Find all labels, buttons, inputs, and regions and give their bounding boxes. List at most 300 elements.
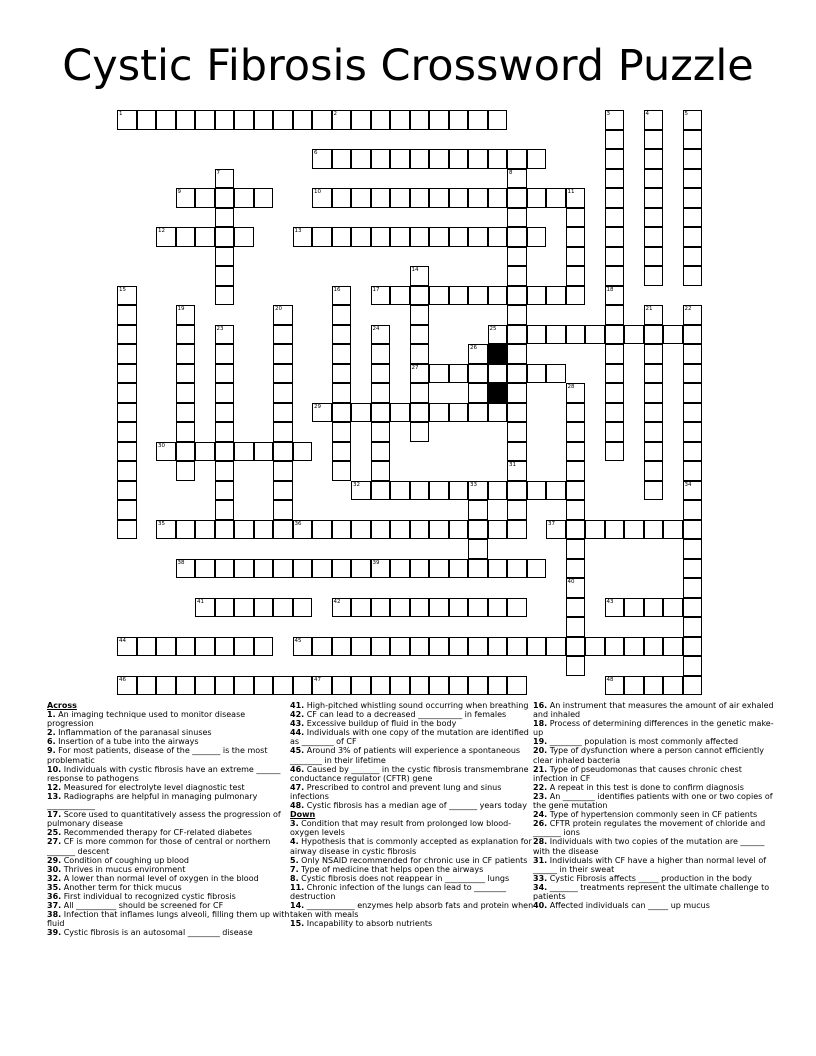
grid-cell[interactable] <box>605 344 625 364</box>
grid-cell[interactable] <box>371 344 391 364</box>
grid-cell[interactable] <box>117 422 137 442</box>
grid-cell[interactable] <box>176 676 196 696</box>
grid-cell[interactable] <box>351 559 371 579</box>
grid-cell[interactable] <box>566 422 586 442</box>
grid-cell[interactable] <box>371 442 391 462</box>
grid-cell[interactable] <box>488 364 508 384</box>
grid-cell[interactable] <box>546 364 566 384</box>
grid-cell[interactable] <box>156 442 176 462</box>
grid-cell[interactable] <box>683 637 703 657</box>
grid-cell[interactable] <box>683 325 703 345</box>
grid-cell[interactable] <box>644 481 664 501</box>
grid-cell[interactable] <box>273 422 293 442</box>
grid-cell[interactable] <box>449 637 469 657</box>
grid-cell[interactable] <box>332 422 352 442</box>
grid-cell[interactable] <box>117 481 137 501</box>
grid-cell[interactable] <box>566 247 586 267</box>
grid-cell[interactable] <box>507 344 527 364</box>
grid-cell[interactable] <box>644 461 664 481</box>
grid-cell[interactable] <box>527 325 547 345</box>
grid-cell[interactable] <box>117 500 137 520</box>
grid-cell[interactable] <box>195 598 215 618</box>
grid-cell[interactable] <box>429 598 449 618</box>
grid-cell[interactable] <box>644 188 664 208</box>
grid-cell[interactable] <box>273 520 293 540</box>
grid-cell[interactable] <box>195 442 215 462</box>
grid-cell[interactable] <box>215 110 235 130</box>
grid-cell[interactable] <box>215 208 235 228</box>
grid-cell[interactable] <box>507 598 527 618</box>
grid-cell[interactable] <box>254 559 274 579</box>
grid-cell[interactable] <box>312 676 332 696</box>
grid-cell[interactable] <box>566 325 586 345</box>
grid-cell[interactable] <box>351 110 371 130</box>
grid-cell[interactable] <box>195 110 215 130</box>
grid-cell[interactable] <box>215 403 235 423</box>
grid-cell[interactable] <box>585 325 605 345</box>
grid-cell[interactable] <box>449 559 469 579</box>
grid-cell[interactable] <box>683 461 703 481</box>
grid-cell[interactable] <box>312 227 332 247</box>
grid-cell[interactable] <box>468 383 488 403</box>
grid-cell[interactable] <box>195 188 215 208</box>
grid-cell[interactable] <box>546 325 566 345</box>
grid-cell[interactable] <box>566 227 586 247</box>
grid-cell[interactable] <box>293 110 313 130</box>
grid-cell[interactable] <box>176 442 196 462</box>
grid-cell[interactable] <box>663 325 683 345</box>
grid-cell[interactable] <box>156 520 176 540</box>
grid-cell[interactable] <box>137 637 157 657</box>
grid-cell[interactable] <box>683 227 703 247</box>
grid-cell[interactable] <box>488 286 508 306</box>
grid-cell[interactable] <box>468 559 488 579</box>
grid-cell[interactable] <box>644 344 664 364</box>
grid-cell[interactable] <box>566 188 586 208</box>
grid-cell[interactable] <box>215 286 235 306</box>
grid-cell[interactable] <box>351 149 371 169</box>
grid-cell[interactable] <box>507 637 527 657</box>
grid-cell[interactable] <box>566 559 586 579</box>
grid-cell[interactable] <box>507 500 527 520</box>
grid-cell[interactable] <box>546 637 566 657</box>
grid-cell[interactable] <box>332 188 352 208</box>
grid-cell[interactable] <box>429 676 449 696</box>
grid-cell[interactable] <box>488 520 508 540</box>
grid-cell[interactable] <box>429 110 449 130</box>
grid-cell[interactable] <box>488 598 508 618</box>
grid-cell[interactable] <box>273 500 293 520</box>
grid-cell[interactable] <box>234 442 254 462</box>
grid-cell[interactable] <box>293 676 313 696</box>
grid-cell[interactable] <box>624 598 644 618</box>
grid-cell[interactable] <box>293 227 313 247</box>
grid-cell[interactable] <box>429 286 449 306</box>
grid-cell[interactable] <box>332 286 352 306</box>
grid-cell[interactable] <box>312 188 332 208</box>
grid-cell[interactable] <box>488 188 508 208</box>
grid-cell[interactable] <box>429 227 449 247</box>
grid-cell[interactable] <box>273 598 293 618</box>
grid-cell[interactable] <box>507 247 527 267</box>
grid-cell[interactable] <box>390 520 410 540</box>
grid-cell[interactable] <box>390 481 410 501</box>
grid-cell[interactable] <box>312 559 332 579</box>
grid-cell[interactable] <box>429 188 449 208</box>
grid-cell[interactable] <box>410 227 430 247</box>
grid-cell[interactable] <box>410 520 430 540</box>
grid-cell[interactable] <box>176 188 196 208</box>
grid-cell[interactable] <box>683 520 703 540</box>
grid-cell[interactable] <box>605 266 625 286</box>
grid-cell[interactable] <box>566 637 586 657</box>
grid-cell[interactable] <box>410 325 430 345</box>
grid-cell[interactable] <box>293 442 313 462</box>
grid-cell[interactable] <box>332 227 352 247</box>
grid-cell[interactable] <box>566 656 586 676</box>
grid-cell[interactable] <box>468 286 488 306</box>
grid-cell[interactable] <box>117 110 137 130</box>
grid-cell[interactable] <box>351 520 371 540</box>
grid-cell[interactable] <box>468 364 488 384</box>
grid-cell[interactable] <box>312 403 332 423</box>
grid-cell[interactable] <box>293 520 313 540</box>
grid-cell[interactable] <box>644 422 664 442</box>
grid-cell[interactable] <box>507 422 527 442</box>
grid-cell[interactable] <box>546 520 566 540</box>
grid-cell[interactable] <box>410 286 430 306</box>
grid-cell[interactable] <box>215 188 235 208</box>
grid-cell[interactable] <box>527 149 547 169</box>
grid-cell[interactable] <box>605 403 625 423</box>
grid-cell[interactable] <box>644 208 664 228</box>
grid-cell[interactable] <box>371 383 391 403</box>
grid-cell[interactable] <box>215 344 235 364</box>
grid-cell[interactable] <box>507 461 527 481</box>
grid-cell[interactable] <box>644 598 664 618</box>
grid-cell[interactable] <box>117 286 137 306</box>
grid-cell[interactable] <box>273 403 293 423</box>
grid-cell[interactable] <box>371 598 391 618</box>
grid-cell[interactable] <box>351 227 371 247</box>
grid-cell[interactable] <box>410 598 430 618</box>
grid-cell[interactable] <box>663 676 683 696</box>
grid-cell[interactable] <box>390 286 410 306</box>
grid-cell[interactable] <box>605 188 625 208</box>
grid-cell[interactable] <box>507 305 527 325</box>
grid-cell[interactable] <box>332 520 352 540</box>
grid-cell[interactable] <box>663 637 683 657</box>
grid-cell[interactable] <box>195 559 215 579</box>
grid-cell[interactable] <box>605 208 625 228</box>
grid-cell[interactable] <box>332 676 352 696</box>
grid-cell[interactable] <box>176 637 196 657</box>
grid-cell[interactable] <box>215 637 235 657</box>
grid-cell[interactable] <box>137 676 157 696</box>
grid-cell[interactable] <box>683 422 703 442</box>
grid-cell[interactable] <box>410 266 430 286</box>
grid-cell[interactable] <box>683 481 703 501</box>
grid-cell[interactable] <box>332 110 352 130</box>
grid-cell[interactable] <box>371 110 391 130</box>
grid-cell[interactable] <box>605 305 625 325</box>
grid-cell[interactable] <box>449 598 469 618</box>
grid-cell[interactable] <box>429 149 449 169</box>
grid-cell[interactable] <box>332 461 352 481</box>
grid-cell[interactable] <box>683 247 703 267</box>
grid-cell[interactable] <box>566 481 586 501</box>
grid-cell[interactable] <box>449 403 469 423</box>
grid-cell[interactable] <box>605 325 625 345</box>
grid-cell[interactable] <box>605 149 625 169</box>
grid-cell[interactable] <box>273 344 293 364</box>
grid-cell[interactable] <box>468 149 488 169</box>
grid-cell[interactable] <box>429 481 449 501</box>
grid-cell[interactable] <box>371 149 391 169</box>
grid-cell[interactable] <box>254 110 274 130</box>
grid-cell[interactable] <box>605 442 625 462</box>
grid-cell[interactable] <box>273 305 293 325</box>
grid-cell[interactable] <box>527 637 547 657</box>
grid-cell[interactable] <box>468 520 488 540</box>
grid-cell[interactable] <box>117 383 137 403</box>
grid-cell[interactable] <box>215 227 235 247</box>
grid-cell[interactable] <box>488 227 508 247</box>
grid-cell[interactable] <box>410 559 430 579</box>
grid-cell[interactable] <box>468 481 488 501</box>
grid-cell[interactable] <box>176 325 196 345</box>
grid-cell[interactable] <box>332 305 352 325</box>
grid-cell[interactable] <box>683 364 703 384</box>
grid-cell[interactable] <box>468 188 488 208</box>
grid-cell[interactable] <box>683 110 703 130</box>
grid-cell[interactable] <box>683 169 703 189</box>
grid-cell[interactable] <box>507 559 527 579</box>
grid-cell[interactable] <box>566 598 586 618</box>
grid-cell[interactable] <box>390 403 410 423</box>
grid-cell[interactable] <box>507 286 527 306</box>
grid-cell[interactable] <box>273 364 293 384</box>
grid-cell[interactable] <box>449 110 469 130</box>
grid-cell[interactable] <box>644 247 664 267</box>
grid-cell[interactable] <box>663 520 683 540</box>
grid-cell[interactable] <box>507 188 527 208</box>
grid-cell[interactable] <box>683 442 703 462</box>
grid-cell[interactable] <box>644 149 664 169</box>
grid-cell[interactable] <box>410 637 430 657</box>
grid-cell[interactable] <box>312 110 332 130</box>
grid-cell[interactable] <box>683 559 703 579</box>
grid-cell[interactable] <box>117 637 137 657</box>
grid-cell[interactable] <box>605 247 625 267</box>
grid-cell[interactable] <box>371 559 391 579</box>
grid-cell[interactable] <box>488 149 508 169</box>
grid-cell[interactable] <box>410 305 430 325</box>
grid-cell[interactable] <box>527 364 547 384</box>
grid-cell[interactable] <box>351 481 371 501</box>
grid-cell[interactable] <box>468 344 488 364</box>
grid-cell[interactable] <box>176 403 196 423</box>
grid-cell[interactable] <box>605 169 625 189</box>
grid-cell[interactable] <box>137 110 157 130</box>
grid-cell[interactable] <box>351 676 371 696</box>
grid-cell[interactable] <box>117 676 137 696</box>
grid-cell[interactable] <box>449 149 469 169</box>
grid-cell[interactable] <box>683 617 703 637</box>
grid-cell[interactable] <box>390 188 410 208</box>
grid-cell[interactable] <box>293 637 313 657</box>
grid-cell[interactable] <box>410 188 430 208</box>
grid-cell[interactable] <box>234 110 254 130</box>
grid-cell[interactable] <box>468 637 488 657</box>
grid-cell[interactable] <box>683 500 703 520</box>
grid-cell[interactable] <box>332 403 352 423</box>
grid-cell[interactable] <box>312 149 332 169</box>
grid-cell[interactable] <box>605 286 625 306</box>
grid-cell[interactable] <box>449 286 469 306</box>
grid-cell[interactable] <box>332 149 352 169</box>
grid-cell[interactable] <box>234 227 254 247</box>
grid-cell[interactable] <box>644 130 664 150</box>
grid-cell[interactable] <box>507 169 527 189</box>
grid-cell[interactable] <box>644 442 664 462</box>
grid-cell[interactable] <box>410 422 430 442</box>
grid-cell[interactable] <box>468 676 488 696</box>
grid-cell[interactable] <box>644 403 664 423</box>
grid-cell[interactable] <box>273 461 293 481</box>
grid-cell[interactable] <box>410 676 430 696</box>
grid-cell[interactable] <box>624 325 644 345</box>
grid-cell[interactable] <box>683 149 703 169</box>
grid-cell[interactable] <box>566 520 586 540</box>
grid-cell[interactable] <box>117 364 137 384</box>
grid-cell[interactable] <box>371 637 391 657</box>
grid-cell[interactable] <box>332 559 352 579</box>
grid-cell[interactable] <box>254 442 274 462</box>
grid-cell[interactable] <box>683 539 703 559</box>
grid-cell[interactable] <box>254 188 274 208</box>
grid-cell[interactable] <box>176 305 196 325</box>
grid-cell[interactable] <box>176 559 196 579</box>
grid-cell[interactable] <box>312 520 332 540</box>
grid-cell[interactable] <box>683 188 703 208</box>
grid-cell[interactable] <box>156 227 176 247</box>
grid-cell[interactable] <box>215 364 235 384</box>
grid-cell[interactable] <box>507 520 527 540</box>
grid-cell[interactable] <box>215 169 235 189</box>
grid-cell[interactable] <box>507 676 527 696</box>
grid-cell[interactable] <box>390 227 410 247</box>
grid-cell[interactable] <box>683 344 703 364</box>
grid-cell[interactable] <box>176 520 196 540</box>
grid-cell[interactable] <box>644 325 664 345</box>
grid-cell[interactable] <box>683 403 703 423</box>
grid-cell[interactable] <box>644 266 664 286</box>
grid-cell[interactable] <box>624 520 644 540</box>
grid-cell[interactable] <box>332 364 352 384</box>
grid-cell[interactable] <box>273 383 293 403</box>
grid-cell[interactable] <box>410 110 430 130</box>
grid-cell[interactable] <box>390 110 410 130</box>
grid-cell[interactable] <box>507 266 527 286</box>
grid-cell[interactable] <box>488 559 508 579</box>
grid-cell[interactable] <box>449 227 469 247</box>
grid-cell[interactable] <box>585 637 605 657</box>
grid-cell[interactable] <box>371 188 391 208</box>
grid-cell[interactable] <box>215 461 235 481</box>
grid-cell[interactable] <box>468 403 488 423</box>
grid-cell[interactable] <box>156 676 176 696</box>
grid-cell[interactable] <box>273 110 293 130</box>
grid-cell[interactable] <box>449 481 469 501</box>
grid-cell[interactable] <box>507 325 527 345</box>
grid-cell[interactable] <box>215 422 235 442</box>
grid-cell[interactable] <box>176 227 196 247</box>
grid-cell[interactable] <box>332 325 352 345</box>
grid-cell[interactable] <box>644 169 664 189</box>
grid-cell[interactable] <box>683 676 703 696</box>
grid-cell[interactable] <box>332 442 352 462</box>
grid-cell[interactable] <box>117 520 137 540</box>
grid-cell[interactable] <box>273 325 293 345</box>
grid-cell[interactable] <box>566 266 586 286</box>
grid-cell[interactable] <box>371 227 391 247</box>
grid-cell[interactable] <box>605 520 625 540</box>
grid-cell[interactable] <box>488 481 508 501</box>
grid-cell[interactable] <box>410 344 430 364</box>
grid-cell[interactable] <box>117 461 137 481</box>
grid-cell[interactable] <box>488 403 508 423</box>
grid-cell[interactable] <box>507 208 527 228</box>
grid-cell[interactable] <box>683 598 703 618</box>
grid-cell[interactable] <box>390 598 410 618</box>
grid-cell[interactable] <box>566 286 586 306</box>
grid-cell[interactable] <box>371 520 391 540</box>
grid-cell[interactable] <box>566 208 586 228</box>
grid-cell[interactable] <box>410 403 430 423</box>
grid-cell[interactable] <box>215 325 235 345</box>
grid-cell[interactable] <box>156 637 176 657</box>
grid-cell[interactable] <box>644 110 664 130</box>
grid-cell[interactable] <box>371 286 391 306</box>
grid-cell[interactable] <box>644 637 664 657</box>
grid-cell[interactable] <box>644 364 664 384</box>
grid-cell[interactable] <box>624 637 644 657</box>
grid-cell[interactable] <box>117 305 137 325</box>
grid-cell[interactable] <box>546 481 566 501</box>
grid-cell[interactable] <box>371 461 391 481</box>
grid-cell[interactable] <box>273 676 293 696</box>
grid-cell[interactable] <box>332 598 352 618</box>
grid-cell[interactable] <box>215 598 235 618</box>
grid-cell[interactable] <box>683 578 703 598</box>
grid-cell[interactable] <box>683 656 703 676</box>
grid-cell[interactable] <box>566 442 586 462</box>
grid-cell[interactable] <box>215 247 235 267</box>
grid-cell[interactable] <box>371 676 391 696</box>
grid-cell[interactable] <box>605 227 625 247</box>
grid-cell[interactable] <box>254 520 274 540</box>
grid-cell[interactable] <box>546 286 566 306</box>
grid-cell[interactable] <box>215 383 235 403</box>
grid-cell[interactable] <box>176 422 196 442</box>
grid-cell[interactable] <box>215 442 235 462</box>
grid-cell[interactable] <box>234 598 254 618</box>
grid-cell[interactable] <box>351 188 371 208</box>
grid-cell[interactable] <box>117 442 137 462</box>
grid-cell[interactable] <box>410 481 430 501</box>
grid-cell[interactable] <box>566 403 586 423</box>
